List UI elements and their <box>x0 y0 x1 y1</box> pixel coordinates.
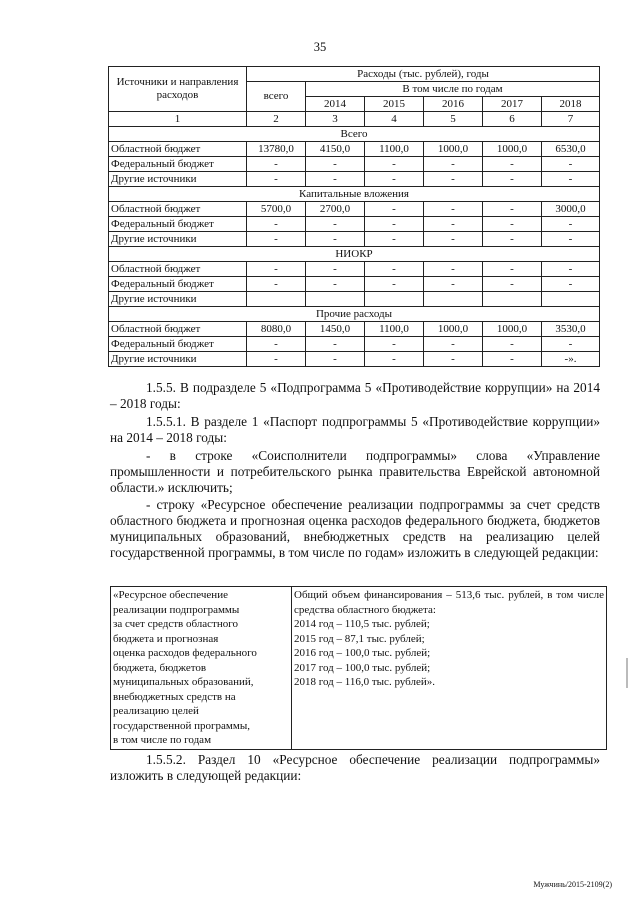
table-cell: - <box>424 157 483 172</box>
resource-left-line: бюджета и прогнозная <box>113 632 219 645</box>
header-year: 2015 <box>365 97 424 112</box>
paragraph-1-5-5-1: 1.5.5.1. В разделе 1 «Паспорт подпрограммы 5 «Противодействие коррупции» на 2014 – 2018 годы: <box>110 414 600 445</box>
table-cell: - <box>365 262 424 277</box>
table-cell: - <box>424 202 483 217</box>
table-cell: - <box>483 172 542 187</box>
row-label: Областной бюджет <box>109 202 247 217</box>
section-title: НИОКР <box>109 247 600 262</box>
column-number: 3 <box>306 112 365 127</box>
table-cell: - <box>542 232 600 247</box>
table-cell: - <box>306 337 365 352</box>
table-row <box>109 337 600 352</box>
row-label: Другие источники <box>109 232 247 247</box>
page-number: 35 <box>313 40 327 54</box>
table-cell: - <box>247 232 306 247</box>
header-by-years: В том числе по годам <box>306 82 600 97</box>
row-label: Другие источники <box>109 292 247 307</box>
table-row <box>109 262 600 277</box>
table-cell: - <box>483 232 542 247</box>
resource-row <box>111 587 607 750</box>
table-cell: - <box>306 157 365 172</box>
section-row <box>109 247 600 262</box>
table-cell: 1000,0 <box>483 322 542 337</box>
table-cell: 3000,0 <box>542 202 600 217</box>
paragraph-1-5-5: 1.5.5. В подразделе 5 «Подпрограмма 5 «Противодействие коррупции» на 2014 – 2018 годы: <box>110 380 600 411</box>
resource-left-line: реализации подпрограммы <box>113 603 240 616</box>
table-cell: - <box>483 202 542 217</box>
table-cell: 4150,0 <box>306 142 365 157</box>
table-cell: - <box>306 277 365 292</box>
table-cell: - <box>365 232 424 247</box>
column-number: 2 <box>247 112 306 127</box>
table-cell: - <box>365 277 424 292</box>
table-row <box>109 232 600 247</box>
document-stamp: Мужчинь/2015-2109(2) <box>533 880 612 889</box>
table-row <box>109 352 600 367</box>
table-cell: - <box>483 217 542 232</box>
table-cell: -». <box>542 352 600 367</box>
section-row <box>109 187 600 202</box>
table-row <box>109 322 600 337</box>
resource-right-line: 2016 год – 100,0 тыс. рублей; <box>294 647 431 659</box>
table-cell: - <box>306 262 365 277</box>
scan-mark <box>626 658 628 688</box>
table-cell: - <box>365 337 424 352</box>
table-cell: - <box>483 262 542 277</box>
table-cell: - <box>542 172 600 187</box>
row-label: Федеральный бюджет <box>109 157 247 172</box>
paragraph-resource-row: - строку «Ресурсное обеспечение реализации подпрограммы за счет средств областного бюджета и прогнозная оценка расходов федерального бюджета, бюджетов муниципальных образований, внебюджетных средств на реализацию целей государственной программы, в том числе по годам» изложить в следующей редакции: <box>110 497 600 560</box>
column-number: 1 <box>109 112 247 127</box>
header-year: 2017 <box>483 97 542 112</box>
table-cell <box>365 292 424 307</box>
table-row <box>109 157 600 172</box>
table-cell <box>542 292 600 307</box>
table-cell <box>483 292 542 307</box>
table-cell: 2700,0 <box>306 202 365 217</box>
table-cell: - <box>306 217 365 232</box>
row-label: Федеральный бюджет <box>109 217 247 232</box>
column-number: 4 <box>365 112 424 127</box>
table-cell: - <box>424 232 483 247</box>
header-expenses: Расходы (тыс. рублей), годы <box>247 67 600 82</box>
table-row <box>109 172 600 187</box>
resource-left-line: в том числе по годам <box>113 734 212 746</box>
resource-left-line: реализацию целей <box>113 705 199 717</box>
paragraph-coexecutors: - в строке «Соисполнители подпрограммы» слова «Управление промышленности и потребительского рынка правительства Еврейской автономной области.» исключить; <box>110 448 600 495</box>
table-row <box>109 142 600 157</box>
column-number: 5 <box>424 112 483 127</box>
table-cell: - <box>306 352 365 367</box>
table-cell: - <box>483 157 542 172</box>
table-cell: - <box>542 337 600 352</box>
table-cell <box>424 292 483 307</box>
table-cell: 3530,0 <box>542 322 600 337</box>
table-row <box>109 277 600 292</box>
table-cell: 1100,0 <box>365 142 424 157</box>
resource-right-line: 2014 год – 110,5 тыс. рублей; <box>294 618 430 630</box>
resource-left-line: оценка расходов федерального <box>113 647 257 659</box>
row-label: Областной бюджет <box>109 142 247 157</box>
resource-right-line: 2018 год – 116,0 тыс. рублей». <box>294 676 435 688</box>
paragraph-1-5-5-2: 1.5.5.2. Раздел 10 «Ресурсное обеспечение реализации подпрограммы» изложить в следующей редакции: <box>110 752 600 783</box>
resource-left-line: муниципальных образований, <box>113 676 254 688</box>
header-year: 2018 <box>542 97 600 112</box>
table-cell: - <box>365 172 424 187</box>
row-label: Областной бюджет <box>109 322 247 337</box>
table-cell: 6530,0 <box>542 142 600 157</box>
resource-left-line: бюджета, бюджетов <box>113 661 207 674</box>
table-cell: - <box>483 337 542 352</box>
resource-left-line: за счет средств областного <box>113 618 238 630</box>
section-row <box>109 127 600 142</box>
resource-table <box>110 586 607 750</box>
resource-right-cell <box>292 587 607 750</box>
expenses-table <box>108 66 600 367</box>
table-cell <box>306 292 365 307</box>
header-year: 2014 <box>306 97 365 112</box>
section-row <box>109 307 600 322</box>
header-year: 2016 <box>424 97 483 112</box>
resource-right-line: 2017 год – 100,0 тыс. рублей; <box>294 661 431 674</box>
section-title: Прочие расходы <box>109 307 600 322</box>
table-cell: 1000,0 <box>483 142 542 157</box>
table-row <box>109 292 600 307</box>
table-cell: - <box>306 232 365 247</box>
table-cell: - <box>424 337 483 352</box>
resource-right-line: Общий объем финансирования – 513,6 тыс. рублей, в том числе средства областного бюджета: <box>294 589 604 616</box>
table-cell: - <box>424 352 483 367</box>
table-cell: - <box>542 277 600 292</box>
table-cell: - <box>424 277 483 292</box>
table-cell: - <box>247 337 306 352</box>
table-cell: 1450,0 <box>306 322 365 337</box>
section-title: Всего <box>109 127 600 142</box>
table-cell: - <box>424 172 483 187</box>
table-cell: 8080,0 <box>247 322 306 337</box>
table-cell <box>247 292 306 307</box>
resource-right-line: 2015 год – 87,1 тыс. рублей; <box>294 632 425 645</box>
table-row <box>109 202 600 217</box>
table-cell: - <box>247 157 306 172</box>
column-number: 7 <box>542 112 600 127</box>
row-label: Областной бюджет <box>109 262 247 277</box>
resource-left-line: «Ресурсное обеспечение <box>113 589 228 601</box>
table-cell: 5700,0 <box>247 202 306 217</box>
table-cell: - <box>483 277 542 292</box>
table-cell: - <box>424 262 483 277</box>
table-cell: - <box>247 172 306 187</box>
table-cell: - <box>247 352 306 367</box>
table-cell: - <box>365 202 424 217</box>
table-cell: - <box>365 157 424 172</box>
table-cell: - <box>424 217 483 232</box>
table-cell: - <box>247 277 306 292</box>
table-cell: - <box>247 262 306 277</box>
row-label: Федеральный бюджет <box>109 337 247 352</box>
table-row <box>109 217 600 232</box>
table-cell: 1100,0 <box>365 322 424 337</box>
table-cell: - <box>365 217 424 232</box>
table-cell: 1000,0 <box>424 322 483 337</box>
resource-left-line: государственной программы, <box>113 719 250 732</box>
resource-left-cell <box>111 587 292 750</box>
table-cell: - <box>542 217 600 232</box>
row-label: Другие источники <box>109 352 247 367</box>
resource-left-line: внебюджетных средств на <box>113 690 236 703</box>
section-title: Капитальные вложения <box>109 187 600 202</box>
table-cell: - <box>542 262 600 277</box>
row-label: Федеральный бюджет <box>109 277 247 292</box>
table-cell: - <box>247 217 306 232</box>
table-cell: - <box>483 352 542 367</box>
table-cell: - <box>306 172 365 187</box>
table-cell: - <box>542 157 600 172</box>
table-cell: 13780,0 <box>247 142 306 157</box>
header-total: всего <box>247 82 306 112</box>
header-sources: Источники и направления расходов <box>109 67 247 112</box>
table-cell: - <box>365 352 424 367</box>
table-cell: 1000,0 <box>424 142 483 157</box>
row-label: Другие источники <box>109 172 247 187</box>
expenses-table-body <box>109 67 600 367</box>
column-number: 6 <box>483 112 542 127</box>
